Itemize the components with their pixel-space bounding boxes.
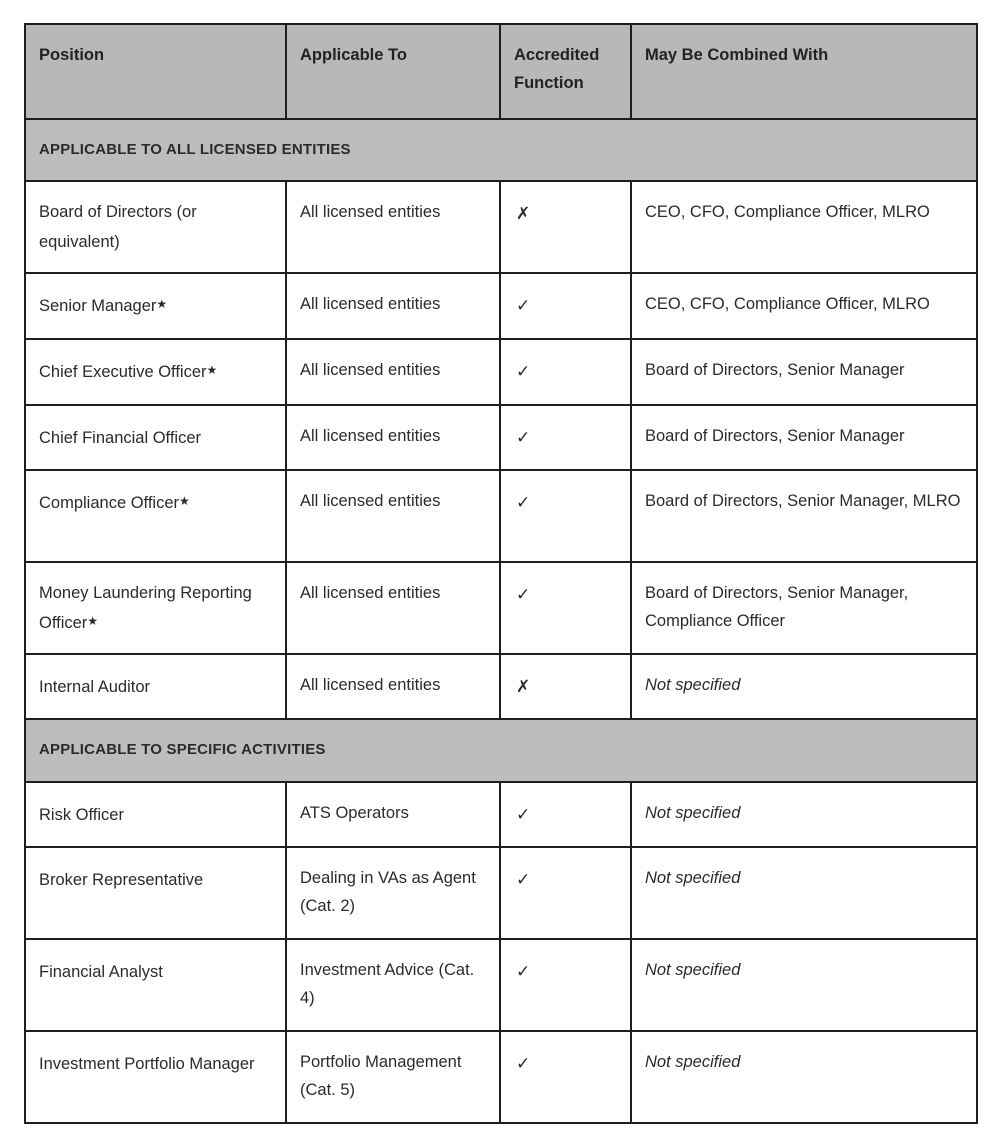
check-icon: ✓ <box>516 585 531 605</box>
combined-with-cell: Not specified <box>631 654 977 719</box>
star-marker: ★ <box>87 614 99 628</box>
accredited-cell <box>500 782 631 847</box>
star-marker: ★ <box>206 363 218 377</box>
applicable-to-cell: All licensed entities <box>286 654 500 719</box>
position-cell <box>25 470 286 562</box>
check-icon: ✓ <box>516 296 531 316</box>
header-accredited-function: Accredited Function <box>500 24 631 119</box>
star-marker: ★ <box>156 297 168 311</box>
position-name: Senior Manager <box>39 297 157 315</box>
accredited-cell <box>500 470 631 562</box>
applicable-to-cell: All licensed entities <box>286 405 500 470</box>
header-position: Position <box>25 24 286 119</box>
position-name: Investment Portfolio Manager <box>39 1055 255 1073</box>
section-row-all-licensed <box>25 119 977 181</box>
table-row <box>25 405 977 470</box>
applicable-to-cell: Dealing in VAs as Agent (Cat. 2) <box>286 847 500 939</box>
table-row <box>25 654 977 719</box>
table-row <box>25 782 977 847</box>
positions-table <box>24 23 978 1124</box>
check-icon: ✓ <box>516 805 531 825</box>
applicable-to-cell: All licensed entities <box>286 562 500 654</box>
check-icon: ✓ <box>516 1054 531 1074</box>
position-name: Board of Directors (or equivalent) <box>39 203 197 251</box>
table-row <box>25 562 977 654</box>
table-row <box>25 1031 977 1123</box>
combined-with-cell: Board of Directors, Senior Manager <box>631 339 977 405</box>
combined-with-cell: Not specified <box>631 847 977 939</box>
table-row <box>25 939 977 1031</box>
table-header <box>25 24 977 119</box>
position-name: Chief Executive Officer <box>39 363 207 381</box>
check-icon: ✓ <box>516 493 531 513</box>
cross-icon: ✗ <box>516 677 531 697</box>
table-body <box>25 119 977 1123</box>
table-row <box>25 181 977 273</box>
position-name: Risk Officer <box>39 806 124 824</box>
header-combined-with: May Be Combined With <box>631 24 977 119</box>
section-title: APPLICABLE TO ALL LICENSED ENTITIES <box>25 119 977 181</box>
accredited-cell <box>500 405 631 470</box>
applicable-to-cell: Investment Advice (Cat. 4) <box>286 939 500 1031</box>
accredited-cell <box>500 181 631 273</box>
combined-with-cell: Board of Directors, Senior Manager, MLRO <box>631 470 977 562</box>
combined-with-cell: Not specified <box>631 782 977 847</box>
accredited-cell <box>500 1031 631 1123</box>
position-cell <box>25 1031 286 1123</box>
combined-with-cell: Board of Directors, Senior Manager, Compliance Officer <box>631 562 977 654</box>
accredited-cell <box>500 273 631 339</box>
position-cell <box>25 405 286 470</box>
applicable-to-cell: All licensed entities <box>286 181 500 273</box>
check-icon: ✓ <box>516 428 531 448</box>
star-marker: ★ <box>179 494 190 508</box>
position-name: Financial Analyst <box>39 963 163 981</box>
table-row <box>25 339 977 405</box>
check-icon: ✓ <box>516 362 531 382</box>
table-row <box>25 273 977 339</box>
section-row-specific-activities <box>25 719 977 782</box>
accredited-cell <box>500 654 631 719</box>
accredited-cell <box>500 939 631 1031</box>
header-row <box>25 24 977 119</box>
combined-with-cell: Not specified <box>631 1031 977 1123</box>
table-row <box>25 470 977 562</box>
accredited-cell <box>500 339 631 405</box>
cross-icon: ✗ <box>516 204 531 224</box>
position-cell <box>25 273 286 339</box>
position-cell <box>25 939 286 1031</box>
combined-with-cell: CEO, CFO, Compliance Officer, MLRO <box>631 181 977 273</box>
section-title: APPLICABLE TO SPECIFIC ACTIVITIES <box>25 719 977 782</box>
applicable-to-cell: All licensed entities <box>286 470 500 562</box>
applicable-to-cell: ATS Operators <box>286 782 500 847</box>
position-name: Money Laundering Reporting Officer <box>39 584 252 632</box>
table-row <box>25 847 977 939</box>
position-cell <box>25 782 286 847</box>
position-name: Internal Auditor <box>39 678 150 696</box>
accredited-cell <box>500 562 631 654</box>
position-cell <box>25 654 286 719</box>
applicable-to-cell: Portfolio Management (Cat. 5) <box>286 1031 500 1123</box>
position-name: Chief Financial Officer <box>39 429 202 447</box>
position-cell <box>25 562 286 654</box>
header-applicable-to: Applicable To <box>286 24 500 119</box>
combined-with-cell: CEO, CFO, Compliance Officer, MLRO <box>631 273 977 339</box>
position-name: Broker Representative <box>39 871 204 889</box>
position-cell <box>25 847 286 939</box>
applicable-to-cell: All licensed entities <box>286 339 500 405</box>
combined-with-cell: Not specified <box>631 939 977 1031</box>
accredited-cell <box>500 847 631 939</box>
position-cell <box>25 181 286 273</box>
check-icon: ✓ <box>516 870 531 890</box>
position-cell <box>25 339 286 405</box>
check-icon: ✓ <box>516 962 531 982</box>
applicable-to-cell: All licensed entities <box>286 273 500 339</box>
position-name: Compliance Officer <box>39 494 180 512</box>
combined-with-cell: Board of Directors, Senior Manager <box>631 405 977 470</box>
